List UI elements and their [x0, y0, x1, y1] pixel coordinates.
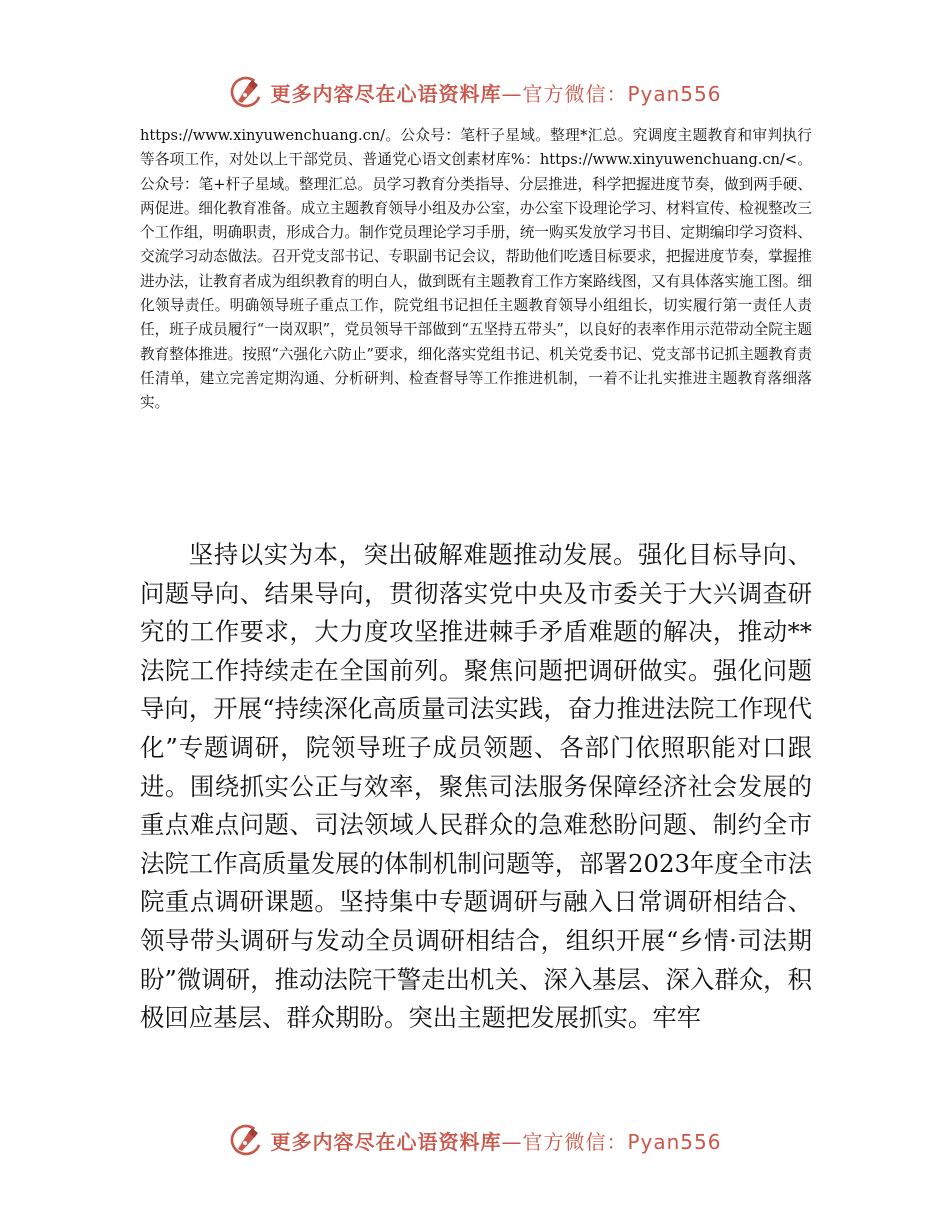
header-watermark-separator: —	[501, 81, 523, 106]
header-watermark-main: 更多内容尽在心语资料库	[270, 81, 502, 106]
header-watermark-banner	[0, 70, 950, 114]
body-paragraph-2: 坚持以实为本，突出破解难题推动发展。强化目标导向、问题导向、结果导向，贯彻落实党中央及市委关于大兴调查研究的工作要求，大力度攻坚推进棘手矛盾难题的解决，推动**法院工作持续走在全国前列。聚焦问题把调研做实。强化问题导向，开展“持续深化高质量司法实践，奋力推进法院工作现代化”专题调研，院领导班子成员领题、各部门依照职能对口跟进。围绕抓实公正与效率，聚焦司法服务保障经济社会发展的重点难点问题、司法领域人民群众的急难愁盼问题、制约全市法院工作高质量发展的体制机制问题等，部署2023年度全市法院重点调研课题。坚持集中专题调研与融入日常调研相结合、领导带头调研与发动全员调研相结合，组织开展“乡情·司法期盼”微调研，推动法院干警走出机关、深入基层、深入群众，积极回应基层、群众期盼。突出主题把发展抓实。牢牢	[140, 540, 812, 1033]
footer-watermark-text	[270, 1126, 721, 1155]
footer-watermark-main: 更多内容尽在心语资料库	[270, 1129, 502, 1154]
header-watermark-wechat: 官方微信：Pyan556	[522, 81, 722, 106]
footer-watermark-content	[228, 1122, 721, 1158]
pen-nib-circle-logo-icon	[228, 1122, 264, 1158]
body-paragraph-1: https://www.xinyuwenchuang.cn/。公众号：笔杆子星域。整理*汇总。究调度主题教育和审判执行等各项工作，对处以上干部党员、普通党心语文创素材库%：https://www.xinyuwenchuang.cn/<。公众号：笔+杆子星域。整理汇总。员学习教育分类指导、分层推进，科学把握进度节奏，做到两手硬、两促进。细化教育准备。成立主题教育领导小组及办公室，办公室下设理论学习、材料宣传、检视整改三个工作组，明确职责，形成合力。制作党员理论学习手册，统一购买发放学习书目、定期编印学习资料、交流学习动态做法。召开党支部书记、专职副书记会议，帮助他们吃透目标要求，把握进度节奏，掌握推进办法，让教育者成为组织教育的明白人，做到既有主题教育工作方案路线图，又有具体落实施工图。细化领导责任。明确领导班子重点工作，院党组书记担任主题教育领导小组组长，切实履行第一责任人责任，班子成员履行“一岗双职”，党员领导干部做到“五坚持五带头”，以良好的表率作用示范带动全院主题教育整体推进。按照“六强化六防止”要求，细化落实党组书记、机关党委书记、党支部书记抓主题教育责任清单，建立完善定期沟通、分析研判、检查督导等工作推进机制，一着不让扎实推进主题教育落细落实。	[140, 127, 812, 412]
footer-watermark-separator: —	[501, 1129, 523, 1154]
footer-watermark-banner	[0, 1118, 950, 1162]
pen-nib-circle-logo-icon	[228, 74, 264, 110]
footer-watermark-wechat: 官方微信：Pyan556	[522, 1129, 722, 1154]
header-watermark-text	[270, 78, 721, 107]
header-watermark-content	[228, 74, 721, 110]
